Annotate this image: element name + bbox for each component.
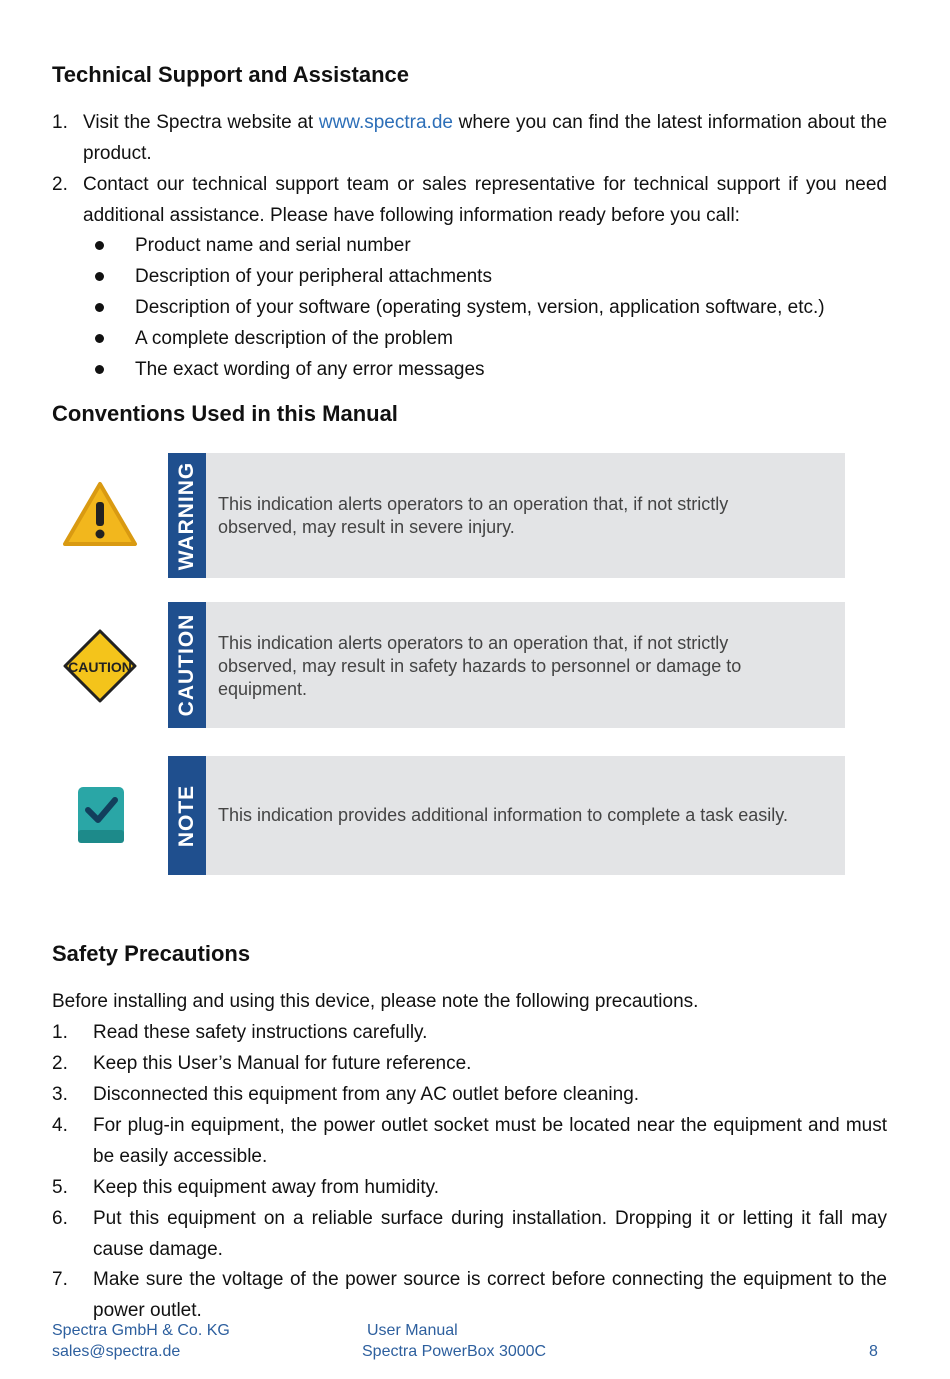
warning-triangle-icon	[62, 480, 138, 548]
bullet-item: Description of your peripheral attachments	[135, 266, 492, 287]
list-item-visit-website	[83, 107, 887, 169]
list-item-text: Visit the Spectra website at	[83, 112, 319, 133]
list-item-contact-support: Contact our technical support team or sales representative for technical support if you need additional assistance. Please have following information ready before you call:	[83, 174, 887, 226]
safety-item: Read these safety instructions carefully.	[93, 1022, 428, 1043]
footer-product: Spectra PowerBox 3000C	[362, 1343, 547, 1360]
note-label: NOTE	[175, 784, 198, 847]
spectra-website-link[interactable]: www.spectra.de	[318, 112, 453, 133]
footer-doc-type: User Manual	[367, 1322, 458, 1339]
bullet-icon	[95, 334, 104, 343]
list-number: 1.	[52, 112, 68, 133]
bullet-item: A complete description of the problem	[135, 328, 453, 349]
caution-sign-text: CAUTION	[68, 659, 132, 675]
section-title-support: Technical Support and Assistance	[52, 62, 409, 87]
list-number: 6.	[52, 1208, 68, 1229]
note-checkmark-icon	[77, 786, 125, 844]
list-number: 7.	[52, 1269, 68, 1290]
bullet-item: Description of your software (operating system, version, application software, etc.)	[135, 297, 825, 318]
list-number: 2.	[52, 174, 68, 195]
note-text: This indication provides additional information to complete a task easily.	[218, 805, 788, 825]
bullet-icon	[95, 272, 104, 281]
caution-diamond-icon	[62, 628, 138, 704]
caution-text: This indication alerts operators to an operation that, if not strictly observed, may result in safety hazards to personnel or damage to equipment.	[218, 633, 742, 699]
note-box	[168, 756, 845, 875]
safety-item: Disconnected this equipment from any AC outlet before cleaning.	[93, 1084, 640, 1105]
section-title-conventions: Conventions Used in this Manual	[52, 401, 398, 426]
list-item-text: where you can find the latest information about the product.	[83, 112, 888, 164]
list-number: 2.	[52, 1053, 68, 1074]
bullet-icon	[95, 365, 104, 374]
safety-intro: Before installing and using this device, please note the following precautions.	[52, 991, 699, 1012]
section-title-safety: Safety Precautions	[52, 941, 251, 966]
list-number: 3.	[52, 1084, 68, 1105]
bullet-item: The exact wording of any error messages	[135, 359, 485, 380]
safety-item: Keep this User’s Manual for future reference.	[93, 1053, 472, 1074]
bullet-icon	[95, 303, 104, 312]
list-number: 1.	[52, 1022, 68, 1043]
list-number: 5.	[52, 1177, 68, 1198]
safety-item: For plug-in equipment, the power outlet socket must be located near the equipment and must be easily accessible.	[93, 1115, 887, 1167]
warning-text: This indication alerts operators to an operation that, if not strictly observed, may result in severe injury.	[218, 494, 729, 537]
footer-email: sales@spectra.de	[52, 1343, 181, 1360]
caution-box	[168, 602, 845, 728]
warning-band	[168, 453, 206, 578]
warning-box	[168, 453, 845, 578]
list-number: 4.	[52, 1115, 68, 1136]
safety-item: Make sure the voltage of the power source is correct before connecting the equipment to the power outlet.	[93, 1269, 887, 1321]
page-number: 8	[869, 1343, 878, 1360]
caution-band	[168, 602, 206, 728]
caution-label: CAUTION	[175, 613, 198, 717]
bullet-item: Product name and serial number	[135, 235, 411, 256]
bullet-icon	[95, 241, 104, 250]
footer-company: Spectra GmbH & Co. KG	[52, 1322, 230, 1339]
safety-item: Put this equipment on a reliable surface during installation. Dropping it or letting it fall may cause damage.	[93, 1208, 887, 1260]
warning-label: WARNING	[175, 461, 198, 570]
safety-item: Keep this equipment away from humidity.	[93, 1177, 440, 1198]
note-band	[168, 756, 206, 875]
